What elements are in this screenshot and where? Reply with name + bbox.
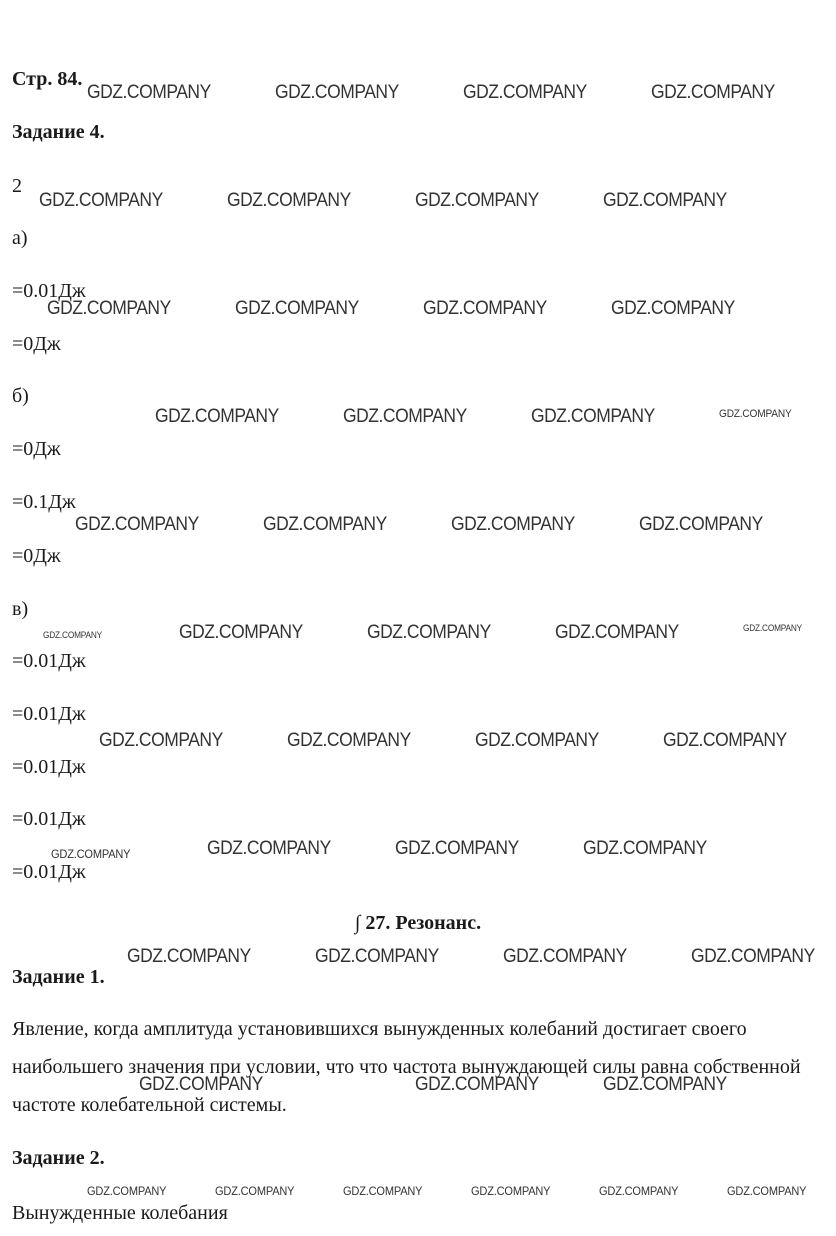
answer-line: =0Дж xyxy=(12,438,61,460)
watermark: GDZ.COMPANY xyxy=(611,298,735,319)
task-4-heading: Задание 4. xyxy=(12,121,105,143)
watermark: GDZ.COMPANY xyxy=(555,622,679,643)
watermark: GDZ.COMPANY xyxy=(415,1074,539,1095)
watermark: GDZ.COMPANY xyxy=(215,1184,295,1198)
watermark: GDZ.COMPANY xyxy=(743,623,803,633)
watermark: GDZ.COMPANY xyxy=(583,838,707,859)
watermark: GDZ.COMPANY xyxy=(727,1184,807,1198)
watermark: GDZ.COMPANY xyxy=(43,630,103,640)
watermark: GDZ.COMPANY xyxy=(651,82,775,103)
watermark: GDZ.COMPANY xyxy=(207,838,331,859)
watermark: GDZ.COMPANY xyxy=(475,730,599,751)
answer-label-a: а) xyxy=(12,227,28,249)
watermark: GDZ.COMPANY xyxy=(343,1184,423,1198)
task-1-text: Явление, когда амплитуда установившихся вынужденных колебаний достигает своего наибольшего значения при условии, что что частота вынуждающей силы равна собственной частоте колебательной системы. xyxy=(12,1018,801,1116)
answer-line: =0.01Дж xyxy=(12,650,86,672)
task-2-text: Вынужденные колебания xyxy=(12,1202,228,1224)
watermark: GDZ.COMPANY xyxy=(423,298,547,319)
watermark: GDZ.COMPANY xyxy=(531,406,655,427)
watermark: GDZ.COMPANY xyxy=(263,514,387,535)
watermark: GDZ.COMPANY xyxy=(287,730,411,751)
watermark: GDZ.COMPANY xyxy=(639,514,763,535)
answer-line: =0.01Дж xyxy=(12,756,86,778)
answer-line: =0Дж xyxy=(12,333,61,355)
answer-line: =0Дж xyxy=(12,545,61,567)
watermark: GDZ.COMPANY xyxy=(603,190,727,211)
watermark: GDZ.COMPANY xyxy=(451,514,575,535)
watermark: GDZ.COMPANY xyxy=(719,408,792,420)
watermark: GDZ.COMPANY xyxy=(227,190,351,211)
watermark: GDZ.COMPANY xyxy=(343,406,467,427)
watermark: GDZ.COMPANY xyxy=(315,946,439,967)
watermark: GDZ.COMPANY xyxy=(471,1184,551,1198)
watermark: GDZ.COMPANY xyxy=(691,946,815,967)
watermark: GDZ.COMPANY xyxy=(275,82,399,103)
watermark: GDZ.COMPANY xyxy=(87,82,211,103)
watermark: GDZ.COMPANY xyxy=(39,190,163,211)
watermark: GDZ.COMPANY xyxy=(99,730,223,751)
answer-line: =0.01Дж xyxy=(12,808,86,830)
watermark: GDZ.COMPANY xyxy=(47,298,171,319)
watermark: GDZ.COMPANY xyxy=(367,622,491,643)
answer-line: =0.01Дж xyxy=(12,861,86,883)
answer-line: =0.01Дж xyxy=(12,703,86,725)
answer-line: =0.01Дж xyxy=(12,280,86,302)
task-1-heading: Задание 1. xyxy=(12,966,105,988)
watermark: GDZ.COMPANY xyxy=(75,514,199,535)
watermark: GDZ.COMPANY xyxy=(415,190,539,211)
watermark: GDZ.COMPANY xyxy=(139,1074,263,1095)
watermark: GDZ.COMPANY xyxy=(87,1184,167,1198)
watermark: GDZ.COMPANY xyxy=(603,1074,727,1095)
watermark: GDZ.COMPANY xyxy=(51,847,131,861)
watermark: GDZ.COMPANY xyxy=(127,946,251,967)
watermark: GDZ.COMPANY xyxy=(463,82,587,103)
section-title: ∫ 27. Резонанс. xyxy=(354,912,482,934)
watermark: GDZ.COMPANY xyxy=(503,946,627,967)
watermark: GDZ.COMPANY xyxy=(155,406,279,427)
answer-label-b: б) xyxy=(12,385,29,407)
watermark: GDZ.COMPANY xyxy=(599,1184,679,1198)
answer-line: 2 xyxy=(12,175,22,197)
watermark: GDZ.COMPANY xyxy=(235,298,359,319)
task-2-heading: Задание 2. xyxy=(12,1147,105,1169)
watermark: GDZ.COMPANY xyxy=(179,622,303,643)
watermark: GDZ.COMPANY xyxy=(663,730,787,751)
watermark: GDZ.COMPANY xyxy=(395,838,519,859)
answer-line: =0.1Дж xyxy=(12,491,76,513)
answer-label-v: в) xyxy=(12,598,29,620)
page-number: Стр. 84. xyxy=(12,68,83,90)
